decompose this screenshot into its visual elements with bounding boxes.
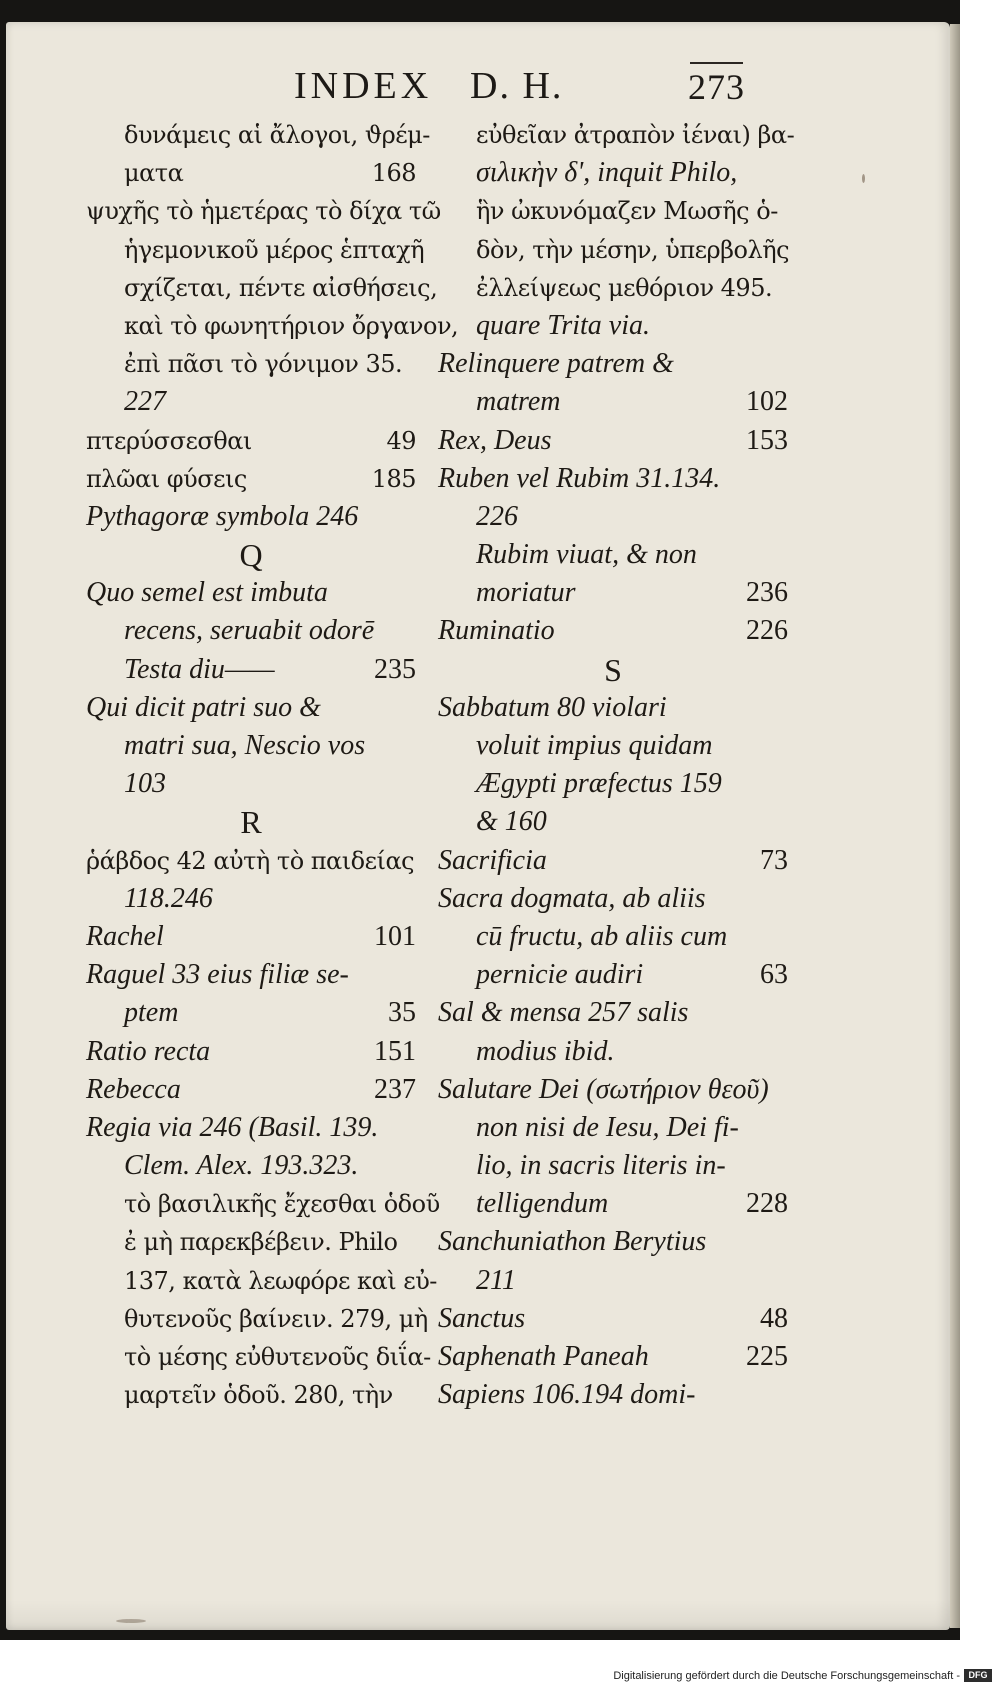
entry-text: 226: [476, 500, 518, 532]
index-entry-line: [86, 383, 416, 421]
index-entry-line: [438, 612, 788, 650]
entry-text: Sabbatum 80 violari: [438, 691, 667, 723]
index-entry-line: [438, 192, 788, 230]
index-entry-line: [438, 574, 788, 612]
entry-text: Sapiens 106.194 domi-: [438, 1379, 696, 1411]
entry-text: pernicie audiri: [476, 959, 644, 991]
entry-text: ἐπὶ πᾶσι τὸ γόνιμον 35.: [124, 350, 403, 379]
entry-text: lio, in sacris literis in-: [476, 1150, 726, 1182]
entry-text: θυτενοῦς βαίνειν. 279, μὴ: [124, 1304, 428, 1333]
entry-text: σχίζεται, πέντε αἰσθήσεις,: [124, 273, 438, 302]
index-entry-line: [438, 498, 788, 536]
entry-text: quare Trita via.: [476, 309, 650, 341]
entry-text: πλῶαι φύσεις: [86, 464, 247, 493]
index-entry-line: [438, 842, 788, 880]
entry-page-reference: 102: [746, 386, 788, 418]
index-entry-line: [86, 612, 416, 650]
index-entry-line: [86, 956, 416, 994]
entry-text: ψυχῆς τὸ ἡμετέρας τὸ δίχα τῶ: [86, 197, 441, 226]
entry-page-reference: 49: [386, 426, 416, 455]
entry-text: R: [240, 804, 262, 841]
index-entry-line: [438, 1185, 788, 1223]
entry-text: matri sua, Nescio vos: [124, 730, 366, 761]
page-header: [0, 60, 1000, 110]
entry-text: 103: [124, 768, 166, 800]
index-entry-line: [86, 460, 416, 498]
entry-page-reference: 153: [746, 424, 788, 456]
entry-text: Qui dicit patri suo &: [86, 691, 321, 723]
entry-text: telligendum: [476, 1188, 609, 1220]
entry-page-reference: 101: [374, 920, 416, 952]
index-entry-line: [438, 307, 788, 345]
index-entry-line: [86, 994, 416, 1032]
entry-text: Sanctus: [438, 1302, 526, 1334]
entry-text: ἐ μὴ παρεκβέβειν. Philo: [124, 1228, 398, 1257]
entry-page-reference: 237: [374, 1073, 416, 1105]
entry-text: 137, κατὰ λεωφόρε καὶ εὐ-: [124, 1266, 437, 1295]
index-entry-line: [86, 422, 416, 460]
index-entry-line: [438, 994, 788, 1032]
index-entry-line: [86, 1071, 416, 1109]
index-entry-line: [86, 269, 438, 307]
index-letter-heading: [86, 803, 416, 841]
entry-text: Sacrificia: [438, 844, 547, 876]
entry-text: Clem. Alex. 193.323.: [124, 1150, 359, 1182]
index-entry-line: [438, 269, 788, 307]
index-entry-line: [86, 1033, 416, 1071]
entry-text: 227: [124, 386, 166, 418]
entry-page-reference: 236: [746, 577, 788, 609]
entry-text: matrem: [476, 386, 561, 418]
entry-text: καὶ τὸ φωνητήριον ὄργανον,: [124, 311, 459, 340]
entry-text: Salutare Dei (σωτήριον θεοῦ): [438, 1073, 769, 1105]
index-letter-heading: [438, 651, 788, 689]
index-entry-line: [438, 345, 788, 383]
entry-text: Rachel: [86, 920, 164, 952]
index-entry-line: [86, 918, 416, 956]
entry-text: 211: [476, 1264, 516, 1296]
entry-page-reference: 63: [760, 959, 788, 991]
index-entry-line: [86, 765, 416, 803]
index-entry-line: [438, 803, 788, 841]
index-entry-line: [438, 1376, 788, 1414]
index-entry-line: [86, 116, 430, 154]
entry-text: Quo semel est imbuta: [86, 577, 328, 609]
index-entry-line: [438, 1300, 788, 1338]
ink-speck: [862, 174, 865, 183]
index-entry-line: [438, 880, 788, 918]
entry-text: Raguel 33 eius filiæ se-: [86, 959, 349, 991]
entry-page-reference: 168: [371, 159, 416, 188]
index-entry-line: [86, 1376, 416, 1414]
index-entry-line: [86, 1338, 431, 1376]
index-entry-line: [438, 1109, 788, 1147]
index-entry-line: [438, 536, 788, 574]
index-entry-line: [86, 574, 416, 612]
entry-page-reference: 35: [388, 997, 416, 1029]
index-letter-heading: [86, 536, 416, 574]
entry-text: & 160: [476, 806, 547, 838]
index-entry-line: [86, 880, 416, 918]
entry-text: S: [604, 651, 622, 688]
index-entry-line: [86, 231, 425, 269]
entry-text: ἡγεμονικοῦ μέρος ἑπταχῆ: [124, 235, 425, 264]
entry-text: Pythagoræ symbola 246: [86, 500, 359, 532]
index-entry-line: [86, 689, 416, 727]
entry-page-reference: 226: [746, 615, 788, 647]
page-number: 273: [688, 67, 745, 107]
entry-text: Sacra dogmata, ab aliis: [438, 882, 706, 914]
entry-text: ἣν ὠκυνόμαζεν Μωσῆς ὁ-: [476, 197, 778, 226]
index-entry-line: [86, 1300, 428, 1338]
entry-text: recens, seruabit odorē: [124, 615, 375, 647]
entry-text: δὸν, τὴν μέσην, ὑπερβολῆς: [476, 235, 790, 264]
index-entry-line: [86, 307, 459, 345]
entry-text: εὐθεῖαν ἀτραπὸν ἰέναι) βα-: [476, 121, 795, 149]
index-entry-line: [438, 231, 788, 269]
entry-text: ματα: [124, 159, 184, 188]
index-entry-line: [438, 689, 788, 727]
entry-page-reference: 235: [374, 653, 416, 685]
entry-text: Saphenath Paneah: [438, 1341, 649, 1372]
index-entry-line: [438, 1338, 788, 1376]
entry-text: cū fructu, ab aliis cum: [476, 920, 728, 952]
entry-text: Regia via 246 (Basil. 139.: [86, 1111, 379, 1143]
entry-page-reference: 73: [760, 844, 788, 876]
running-subtitle: D. H.: [470, 65, 564, 107]
entry-text: πτερύσσεσθαι: [86, 426, 252, 455]
funding-credit: Digitalisierung gefördert durch die Deutsche Forschungsgemeinschaft -: [613, 1670, 960, 1682]
entry-text: modius ibid.: [476, 1035, 615, 1067]
entry-text: Relinquere patrem &: [438, 348, 674, 380]
index-entry-line: [438, 116, 795, 154]
index-entry-line: [86, 345, 416, 383]
page-shadow: [6, 1600, 950, 1630]
entry-text: Testa diu——: [124, 653, 275, 685]
index-column-left: [86, 116, 459, 1414]
index-entry-line: [438, 154, 788, 192]
entry-text: δυνάμεις αἱ ἄλογοι, ϑρέμ-: [124, 121, 430, 149]
index-entry-line: [438, 1033, 788, 1071]
entry-page-reference: 228: [746, 1188, 788, 1220]
entry-text: moriatur: [476, 577, 576, 609]
entry-text: μαρτεῖν ὁδοῦ. 280, τὴν: [124, 1381, 393, 1410]
entry-text: Rex, Deus: [438, 424, 552, 456]
index-entry-line: [86, 1223, 416, 1261]
entry-page-reference: 185: [371, 464, 416, 493]
entry-text: Rebecca: [86, 1073, 181, 1105]
entry-text: Rubim viuat, & non: [476, 539, 697, 571]
entry-text: Ruminatio: [438, 615, 555, 647]
entry-text: τὸ μέσης εὐθυτενοῦς διΐα-: [124, 1343, 431, 1371]
entry-text: σιλικὴν δ', inquit Philo,: [476, 157, 738, 189]
index-entry-line: [86, 1109, 416, 1147]
entry-page-reference: 48: [760, 1302, 788, 1334]
page-edge: [950, 24, 960, 1628]
index-entry-line: [86, 498, 416, 536]
index-entry-line: [438, 1223, 788, 1261]
index-entry-line: [438, 1262, 788, 1300]
dfg-logo: DFG: [964, 1669, 992, 1682]
index-entry-line: [86, 727, 416, 765]
entry-text: Q: [239, 537, 263, 574]
index-entry-line: [438, 422, 788, 460]
entry-text: ἐλλείψεως μεθόριον 495.: [476, 273, 773, 302]
entry-text: ῥάβδος 42 αὐτὴ τὸ παιδείας: [86, 846, 415, 875]
entry-text: τὸ βασιλικῆς ἔχεσθαι ὁδοῦ: [124, 1190, 440, 1219]
index-entry-line: [438, 765, 788, 803]
index-entry-line: [86, 651, 416, 689]
index-entry-line: [438, 383, 788, 421]
entry-text: Ruben vel Rubim 31.134.: [438, 462, 721, 494]
entry-text: Sanchuniathon Berytius: [438, 1226, 707, 1258]
entry-text: non nisi de Iesu, Dei fi-: [476, 1111, 739, 1143]
index-entry-line: [86, 192, 441, 230]
index-entry-line: [86, 1262, 437, 1300]
index-entry-line: [86, 1147, 416, 1185]
index-entry-line: [86, 154, 416, 192]
entry-text: Ægypti præfectus 159: [476, 768, 722, 800]
index-entry-line: [86, 1185, 440, 1223]
entry-text: Ratio recta: [86, 1035, 211, 1067]
index-entry-line: [438, 1147, 788, 1185]
index-column-right: [438, 116, 795, 1414]
entry-page-reference: 225: [746, 1341, 788, 1372]
index-entry-line: [86, 842, 416, 880]
entry-page-reference: 151: [374, 1035, 416, 1067]
index-entry-line: [438, 956, 788, 994]
index-entry-line: [438, 1071, 788, 1109]
digitization-footer: [0, 1668, 1000, 1687]
index-entry-line: [438, 460, 788, 498]
index-entry-line: [438, 918, 788, 956]
entry-text: voluit impius quidam: [476, 730, 713, 761]
index-entry-line: [438, 727, 788, 765]
entry-text: 118.246: [124, 882, 213, 914]
running-title: INDEX: [294, 65, 433, 107]
entry-text: ptem: [124, 997, 179, 1029]
entry-text: Sal & mensa 257 salis: [438, 997, 689, 1029]
